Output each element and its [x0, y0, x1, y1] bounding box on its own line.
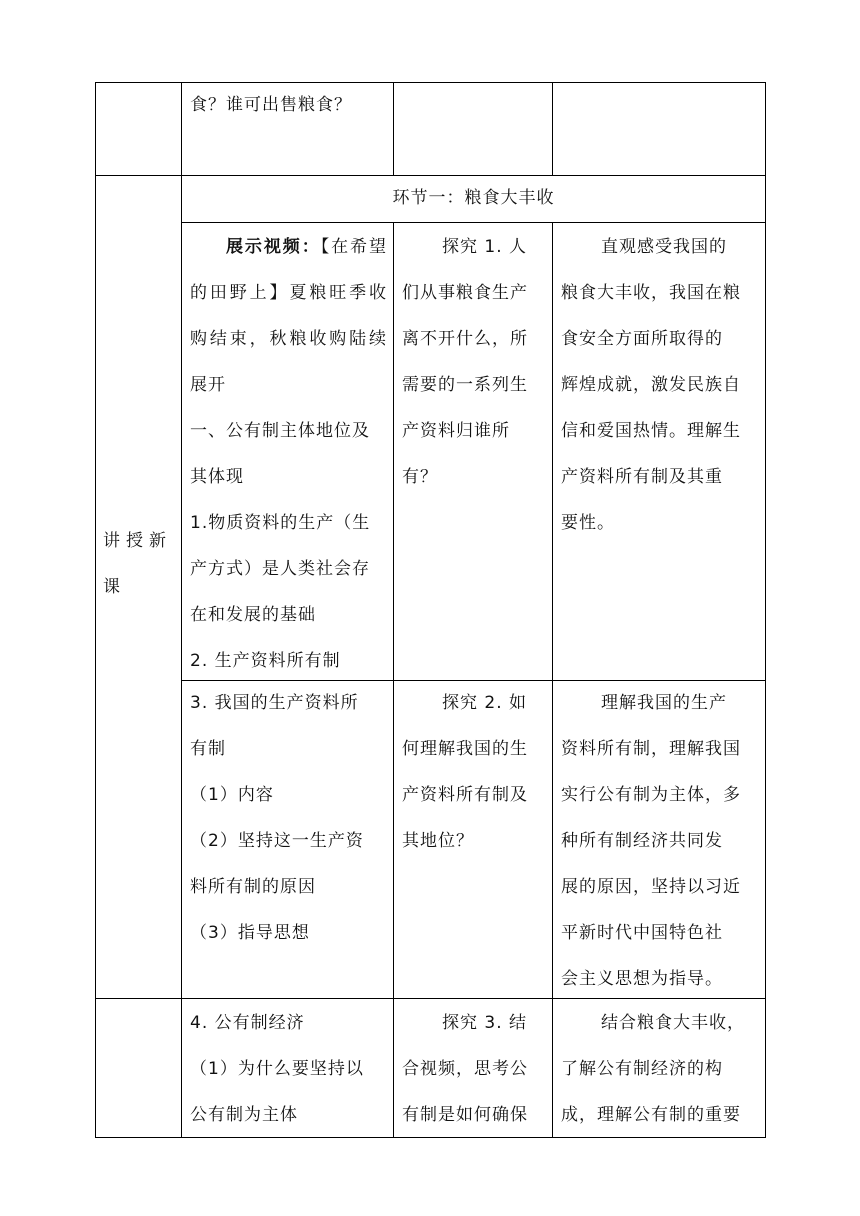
cell-text: （1）内容 — [190, 785, 274, 805]
cell-text: 产资料所有制及其重 — [561, 467, 723, 487]
cell-text: （1）为什么要坚持以 — [190, 1059, 364, 1079]
cell-text: 展的原因，坚持以习近 — [561, 877, 741, 897]
bold-lead: 展示视频： — [226, 237, 321, 257]
cell-text: 需要的一系列生 — [402, 375, 528, 395]
cell-text: 粮食大丰收，我国在粮 — [561, 283, 741, 303]
cell-text-paragraph — [190, 224, 387, 408]
cell-text: 们从事粮食生产 — [402, 283, 528, 303]
table-rule — [95, 82, 96, 1138]
cell-text: 3. 我国的生产资料所 — [190, 693, 359, 713]
cell-text: 产资料所有制及 — [402, 785, 528, 805]
cell-text: 有制是如何确保 — [402, 1105, 528, 1125]
cell-text: 种所有制经济共同发 — [561, 831, 723, 851]
row-a-intent-cell — [561, 224, 761, 546]
row-c-content-cell — [190, 1000, 387, 1138]
cell-text: 探究 1. 人 — [442, 237, 528, 257]
cell-text: 平新时代中国特色社 — [561, 923, 723, 943]
cell-text: （2）坚持这一生产资 — [190, 831, 364, 851]
table-rule — [181, 82, 182, 1138]
cell-text: 资料所有制，理解我国 — [561, 739, 741, 759]
row-a-content-cell — [190, 224, 387, 684]
row-c-inquiry-cell — [402, 1000, 548, 1138]
cell-text: 1.物质资料的生产（生 — [190, 513, 371, 533]
cell-text: 结合粮食大丰收， — [601, 1013, 745, 1033]
row-b-intent-cell — [561, 680, 761, 1002]
cell-text: 要性。 — [561, 513, 615, 533]
table-rule — [181, 222, 766, 223]
cell-text: 在和发展的基础 — [190, 605, 316, 625]
cell-text: 一、公有制主体地位及 — [190, 421, 370, 441]
cell-text: 2. 生产资料所有制 — [190, 651, 341, 671]
cell-text: 产资料归谁所 — [402, 421, 510, 441]
cell-text: 成，理解公有制的重要 — [561, 1105, 741, 1125]
cell-text: 食安全方面所取得的 — [561, 329, 723, 349]
cell-text: 会主义思想为指导。 — [561, 969, 723, 989]
cell-text: 离不开什么，所 — [402, 329, 528, 349]
cell-text: 其体现 — [190, 467, 244, 487]
table-rule — [765, 82, 766, 1138]
cell-text: 信和爱国热情。理解生 — [561, 421, 741, 441]
cell-text: 辉煌成就，激发民族自 — [561, 375, 741, 395]
cell-text: 其地位？ — [402, 831, 474, 851]
row-a-inquiry-cell — [402, 224, 548, 500]
section-label-line: 讲授新 — [103, 531, 172, 551]
section-label-cell — [103, 518, 175, 610]
cell-text: 料所有制的原因 — [190, 877, 316, 897]
cell-text: 实行公有制为主体，多 — [561, 785, 741, 805]
table-rule — [393, 222, 394, 1138]
table-rule — [552, 222, 553, 1138]
segment-title-cell — [181, 175, 766, 221]
cell-text: 了解公有制经济的构 — [561, 1059, 723, 1079]
row-c-intent-cell — [561, 1000, 761, 1138]
cell-text: （3）指导思想 — [190, 923, 310, 943]
cell-text: 公有制为主体 — [190, 1105, 298, 1125]
cell-text: 有制 — [190, 739, 226, 759]
section-label-line: 课 — [103, 577, 121, 597]
cell-text: 合视频，思考公 — [402, 1059, 528, 1079]
cell-text: 理解我国的生产 — [601, 693, 727, 713]
cell-text: 产方式）是人类社会存 — [190, 559, 370, 579]
cell-text: 何理解我国的生 — [402, 739, 528, 759]
table-rule — [393, 82, 394, 176]
cell-text: 食？谁可出售粮食？ — [190, 95, 352, 115]
cell-text: 探究 3. 结 — [442, 1013, 528, 1033]
cell-text: 有？ — [402, 467, 438, 487]
row-b-content-cell — [190, 680, 387, 956]
cell-text: 【在希望的田野上】夏粮旺季收购结束，秋粮收购陆续展开 — [190, 237, 387, 395]
row-b-inquiry-cell — [402, 680, 548, 864]
first-row-content-cell — [190, 82, 385, 128]
table-rule — [552, 82, 553, 176]
cell-text: 4. 公有制经济 — [190, 1013, 305, 1033]
cell-text: 探究 2. 如 — [442, 693, 528, 713]
cell-text: 直观感受我国的 — [601, 237, 727, 257]
segment-title: 环节一：粮食大丰收 — [392, 188, 555, 208]
